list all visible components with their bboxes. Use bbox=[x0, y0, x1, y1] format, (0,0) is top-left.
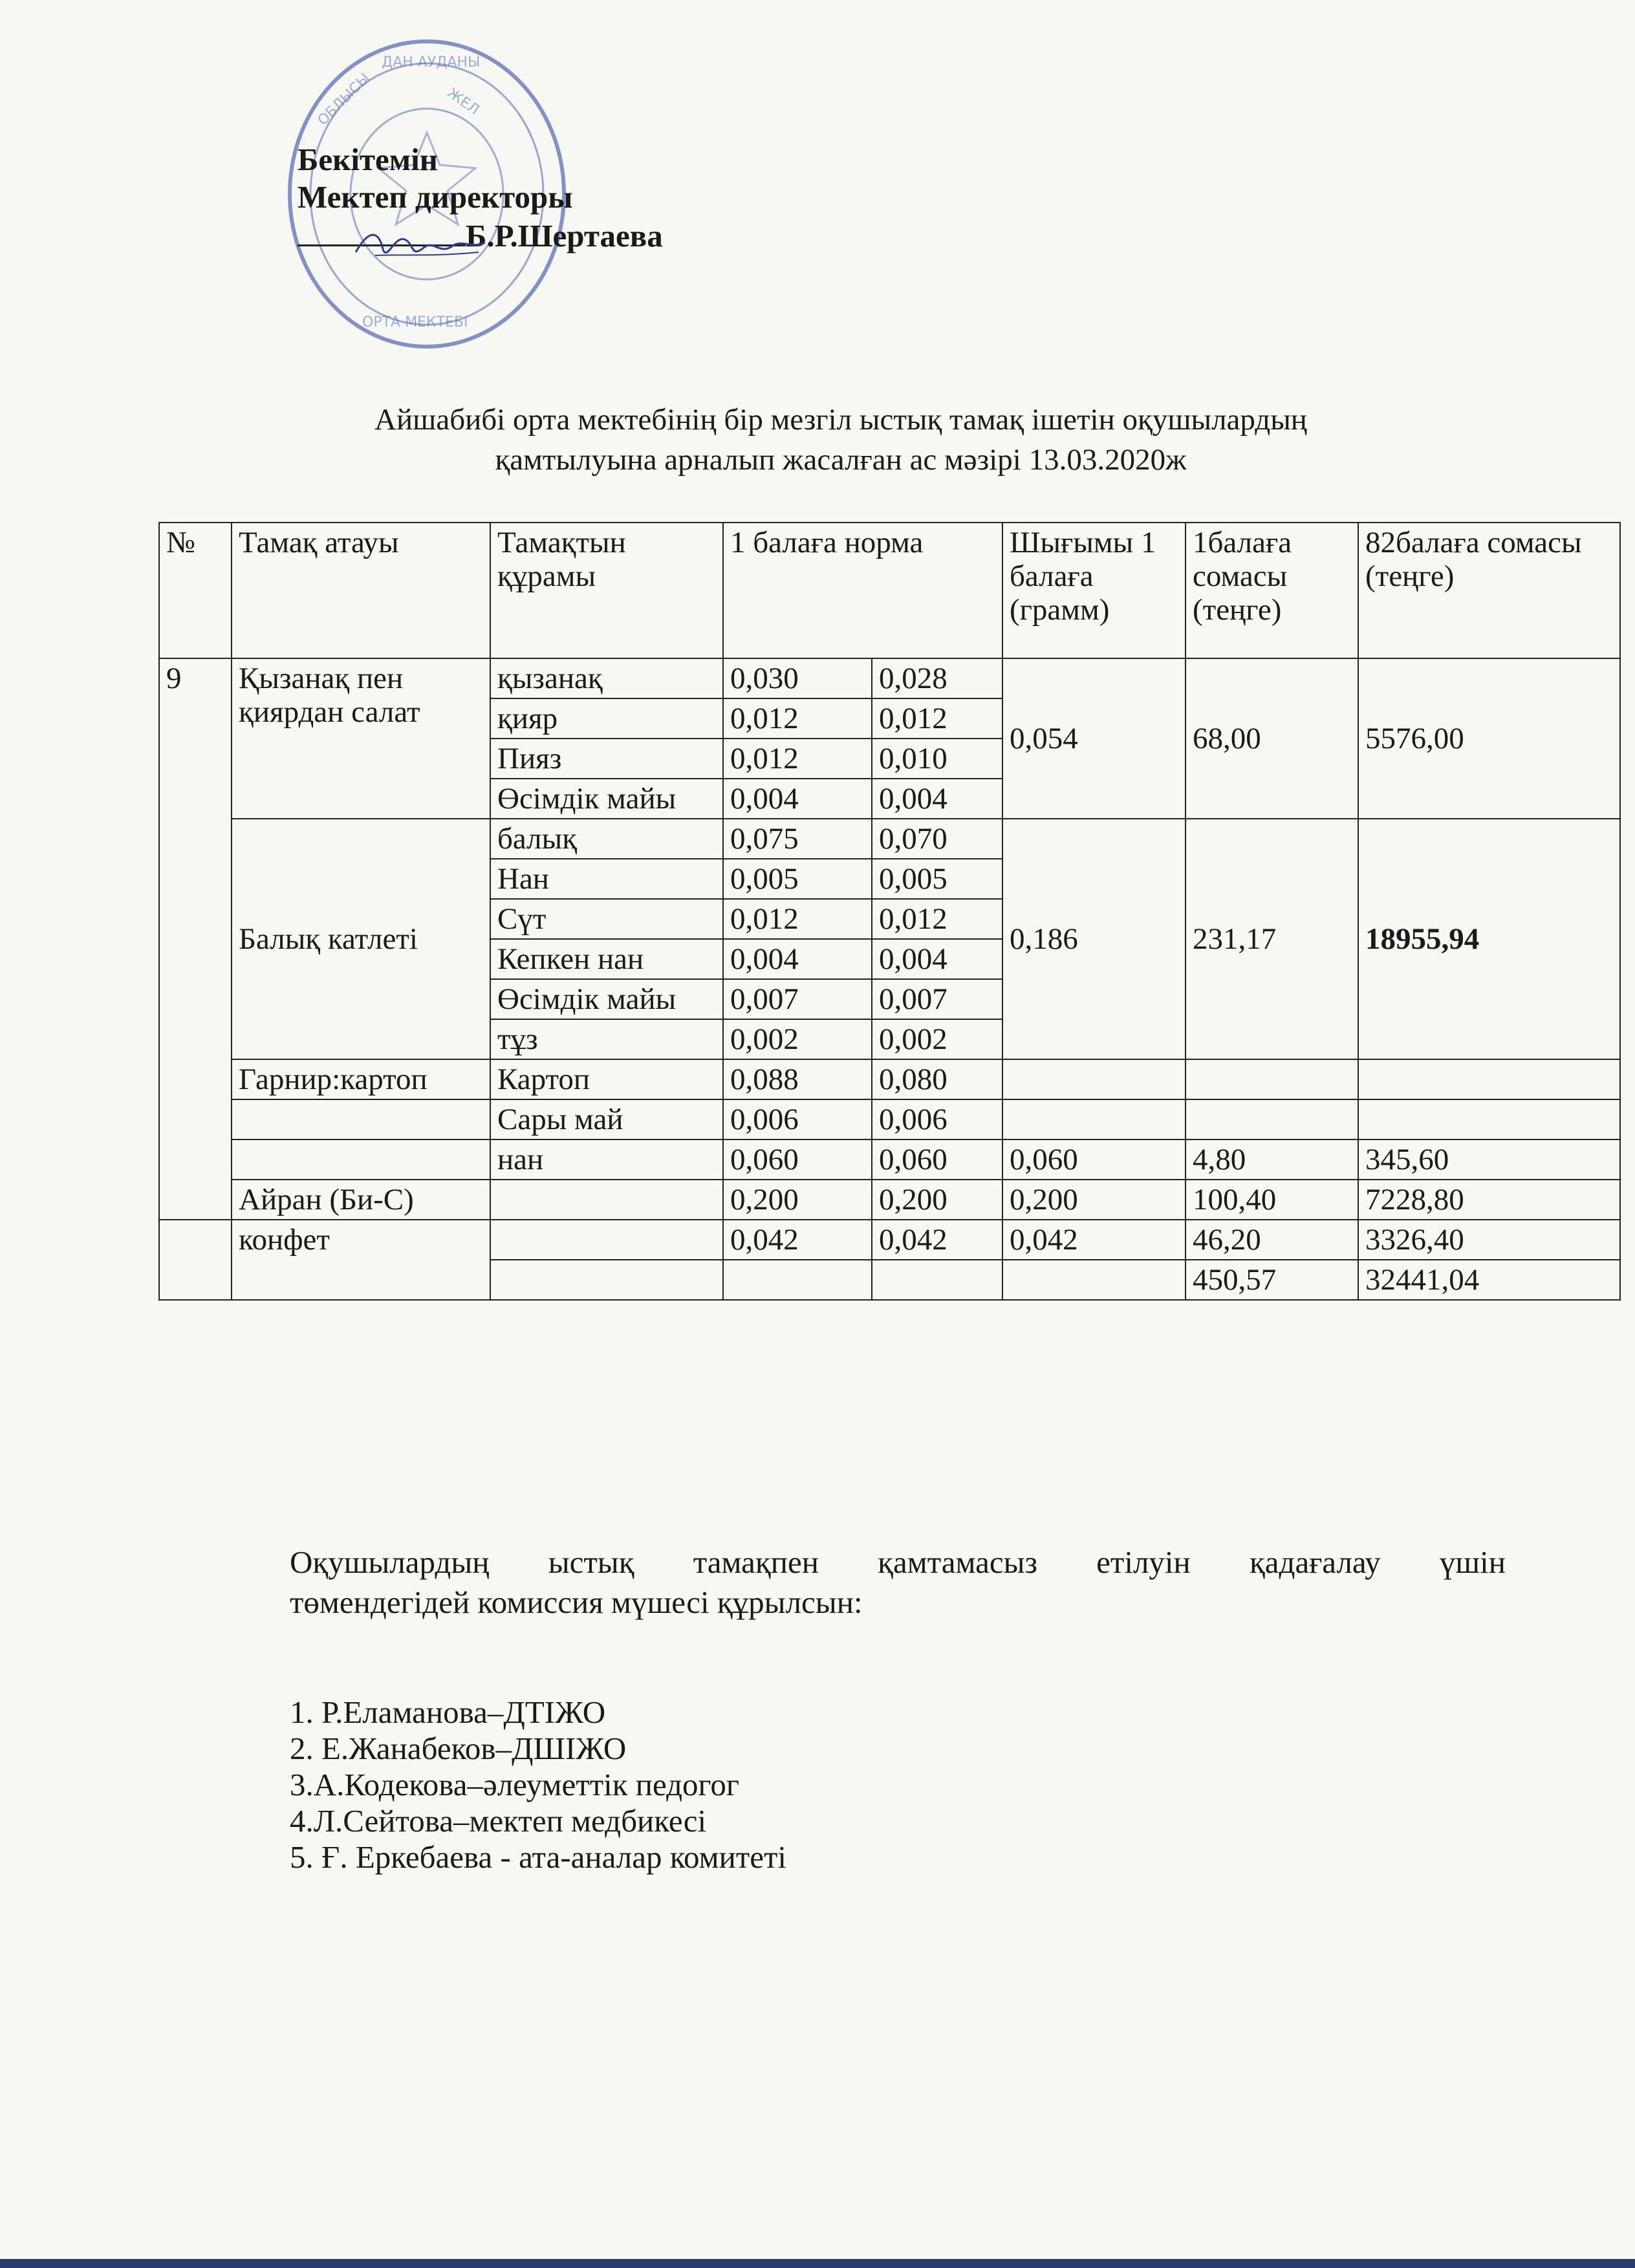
norm-gross: 0,200 bbox=[723, 1180, 872, 1220]
approval-word: Бекітемін bbox=[298, 142, 439, 177]
table-row bbox=[159, 1220, 1620, 1260]
price-82 bbox=[1358, 1059, 1620, 1099]
header-dish-name: Тамақ атауы bbox=[232, 523, 490, 658]
norm-gross bbox=[723, 1260, 872, 1300]
table-row bbox=[159, 1139, 1620, 1180]
price-82: 5576,00 bbox=[1358, 658, 1620, 819]
norm-gross: 0,002 bbox=[723, 1019, 872, 1059]
norm-gross: 0,012 bbox=[723, 698, 872, 739]
norm-gross: 0,004 bbox=[723, 779, 872, 819]
price-one: 68,00 bbox=[1186, 658, 1358, 819]
norm-net: 0,012 bbox=[872, 698, 1002, 739]
row-number-blank bbox=[159, 1220, 232, 1300]
price-one: 100,40 bbox=[1186, 1180, 1358, 1220]
svg-text:ДАН АУДАНЫ: ДАН АУДАНЫ bbox=[382, 54, 481, 70]
price-82 bbox=[1358, 1099, 1620, 1139]
svg-text:ОБЛЫСЫ: ОБЛЫСЫ bbox=[314, 70, 374, 129]
price-one: 46,20 bbox=[1186, 1220, 1358, 1260]
norm-net: 0,042 bbox=[872, 1220, 1002, 1260]
ingredient: Кепкен нан bbox=[490, 939, 723, 979]
norm-gross: 0,006 bbox=[723, 1099, 872, 1139]
ingredient: Өсімдік майы bbox=[490, 979, 723, 1019]
price-one bbox=[1186, 1099, 1358, 1139]
dish-name: Гарнир:картоп bbox=[232, 1059, 490, 1099]
dish-name bbox=[232, 1139, 490, 1180]
director-title: Мектеп директоры bbox=[298, 179, 573, 215]
paragraph-line-2: төмендегідей комиссия мүшесі құрылсын: bbox=[290, 1584, 863, 1620]
yield: 0,054 bbox=[1002, 658, 1186, 819]
norm-net: 0,028 bbox=[872, 658, 1002, 698]
table-row bbox=[159, 658, 1620, 698]
norm-gross: 0,042 bbox=[723, 1220, 872, 1260]
list-item: 4.Л.Сейтова–мектеп медбикесі bbox=[290, 1803, 707, 1839]
ingredient: тұз bbox=[490, 1019, 723, 1059]
list-item: 1. Р.Еламанова–ДТІЖО bbox=[290, 1694, 606, 1730]
ingredient: Сары май bbox=[490, 1099, 723, 1139]
norm-net: 0,004 bbox=[872, 779, 1002, 819]
commission-members-list bbox=[290, 1694, 786, 1875]
scan-edge bbox=[0, 2259, 1635, 2268]
ingredient: Өсімдік майы bbox=[490, 779, 723, 819]
dish-name: Қызанақ пен қиярдан салат bbox=[232, 658, 490, 819]
norm-gross: 0,030 bbox=[723, 658, 872, 698]
ingredient: Картоп bbox=[490, 1059, 723, 1099]
director-name: Б.Р.Шертаева bbox=[466, 218, 663, 254]
norm-gross: 0,012 bbox=[723, 899, 872, 939]
header-yield: Шығымы 1 балаға (грамм) bbox=[1002, 523, 1186, 658]
list-item: 5. Ғ. Еркебаева - ата-аналар комитеті bbox=[290, 1839, 787, 1875]
ingredient bbox=[490, 1220, 723, 1260]
table-row bbox=[159, 1059, 1620, 1099]
header-composition: Тамақтын құрамы bbox=[490, 523, 723, 658]
header-number: № bbox=[159, 523, 232, 658]
norm-gross: 0,007 bbox=[723, 979, 872, 1019]
table-row bbox=[159, 819, 1620, 859]
price-one: 231,17 bbox=[1186, 819, 1358, 1059]
list-item: 2. Е.Жанабеков–ДШІЖО bbox=[290, 1731, 627, 1766]
yield: 0,042 bbox=[1002, 1220, 1186, 1260]
ingredient bbox=[490, 1260, 723, 1300]
header-norm: 1 балаға норма bbox=[723, 523, 1002, 658]
price-82: 345,60 bbox=[1358, 1139, 1620, 1180]
norm-gross: 0,088 bbox=[723, 1059, 872, 1099]
ingredient bbox=[490, 1180, 723, 1220]
list-item: 3.А.Кодекова–әлеуметтік педогог bbox=[290, 1767, 740, 1802]
row-number: 9 bbox=[159, 658, 232, 1220]
handwritten-signature bbox=[349, 217, 492, 275]
norm-net: 0,012 bbox=[872, 899, 1002, 939]
norm-gross: 0,060 bbox=[723, 1139, 872, 1180]
dish-name: конфет bbox=[232, 1220, 490, 1300]
yield bbox=[1002, 1099, 1186, 1139]
svg-text:ОРТА МЕКТЕБІ: ОРТА МЕКТЕБІ bbox=[362, 314, 468, 330]
table-row bbox=[159, 1099, 1620, 1139]
commission-paragraph bbox=[290, 1542, 1506, 1623]
menu-title bbox=[194, 400, 1488, 480]
yield bbox=[1002, 1059, 1186, 1099]
norm-net: 0,060 bbox=[872, 1139, 1002, 1180]
yield bbox=[1002, 1260, 1186, 1300]
menu-table-wrap bbox=[158, 522, 1621, 1301]
price-one bbox=[1186, 1059, 1358, 1099]
norm-gross: 0,075 bbox=[723, 819, 872, 859]
table-row bbox=[159, 1180, 1620, 1220]
ingredient: нан bbox=[490, 1139, 723, 1180]
price-82: 7228,80 bbox=[1358, 1180, 1620, 1220]
ingredient: қияр bbox=[490, 698, 723, 739]
norm-gross: 0,004 bbox=[723, 939, 872, 979]
norm-net: 0,004 bbox=[872, 939, 1002, 979]
paragraph-line-1: Оқушылардың ыстық тамақпен қамтамасыз етілуін қадағалау үшін bbox=[290, 1544, 1506, 1580]
title-line-2: қамтылуына арналып жасалған ас мәзірі 13.03.2020ж bbox=[495, 443, 1187, 477]
price-one: 4,80 bbox=[1186, 1139, 1358, 1180]
total-price-82: 32441,04 bbox=[1358, 1260, 1620, 1300]
svg-text:ЖЕЛ: ЖЕЛ bbox=[444, 85, 482, 118]
norm-net: 0,080 bbox=[872, 1059, 1002, 1099]
dish-name: Балық катлеті bbox=[232, 819, 490, 1059]
norm-net: 0,007 bbox=[872, 979, 1002, 1019]
price-82: 3326,40 bbox=[1358, 1220, 1620, 1260]
title-line-1: Айшабибі орта мектебінің бір мезгіл ыстық тамақ ішетін оқушылардың bbox=[374, 403, 1307, 437]
header-price-one: 1балаға сомасы (теңге) bbox=[1186, 523, 1358, 658]
norm-net: 0,200 bbox=[872, 1180, 1002, 1220]
norm-net: 0,070 bbox=[872, 819, 1002, 859]
dish-name bbox=[232, 1099, 490, 1139]
yield: 0,200 bbox=[1002, 1180, 1186, 1220]
total-price-one: 450,57 bbox=[1186, 1260, 1358, 1300]
ingredient: Сүт bbox=[490, 899, 723, 939]
yield: 0,060 bbox=[1002, 1139, 1186, 1180]
menu-table bbox=[158, 522, 1621, 1301]
norm-net: 0,005 bbox=[872, 859, 1002, 899]
norm-net: 0,006 bbox=[872, 1099, 1002, 1139]
ingredient: Пияз bbox=[490, 739, 723, 779]
ingredient: Нан bbox=[490, 859, 723, 899]
ingredient: қызанақ bbox=[490, 658, 723, 698]
norm-net: 0,010 bbox=[872, 739, 1002, 779]
header-price-82: 82балаға сомасы (теңге) bbox=[1358, 523, 1620, 658]
dish-name: Айран (Би-С) bbox=[232, 1180, 490, 1220]
norm-net bbox=[872, 1260, 1002, 1300]
table-header-row bbox=[159, 523, 1620, 658]
norm-gross: 0,005 bbox=[723, 859, 872, 899]
norm-gross: 0,012 bbox=[723, 739, 872, 779]
norm-net: 0,002 bbox=[872, 1019, 1002, 1059]
price-82: 18955,94 bbox=[1358, 819, 1620, 1059]
ingredient: балық bbox=[490, 819, 723, 859]
yield: 0,186 bbox=[1002, 819, 1186, 1059]
